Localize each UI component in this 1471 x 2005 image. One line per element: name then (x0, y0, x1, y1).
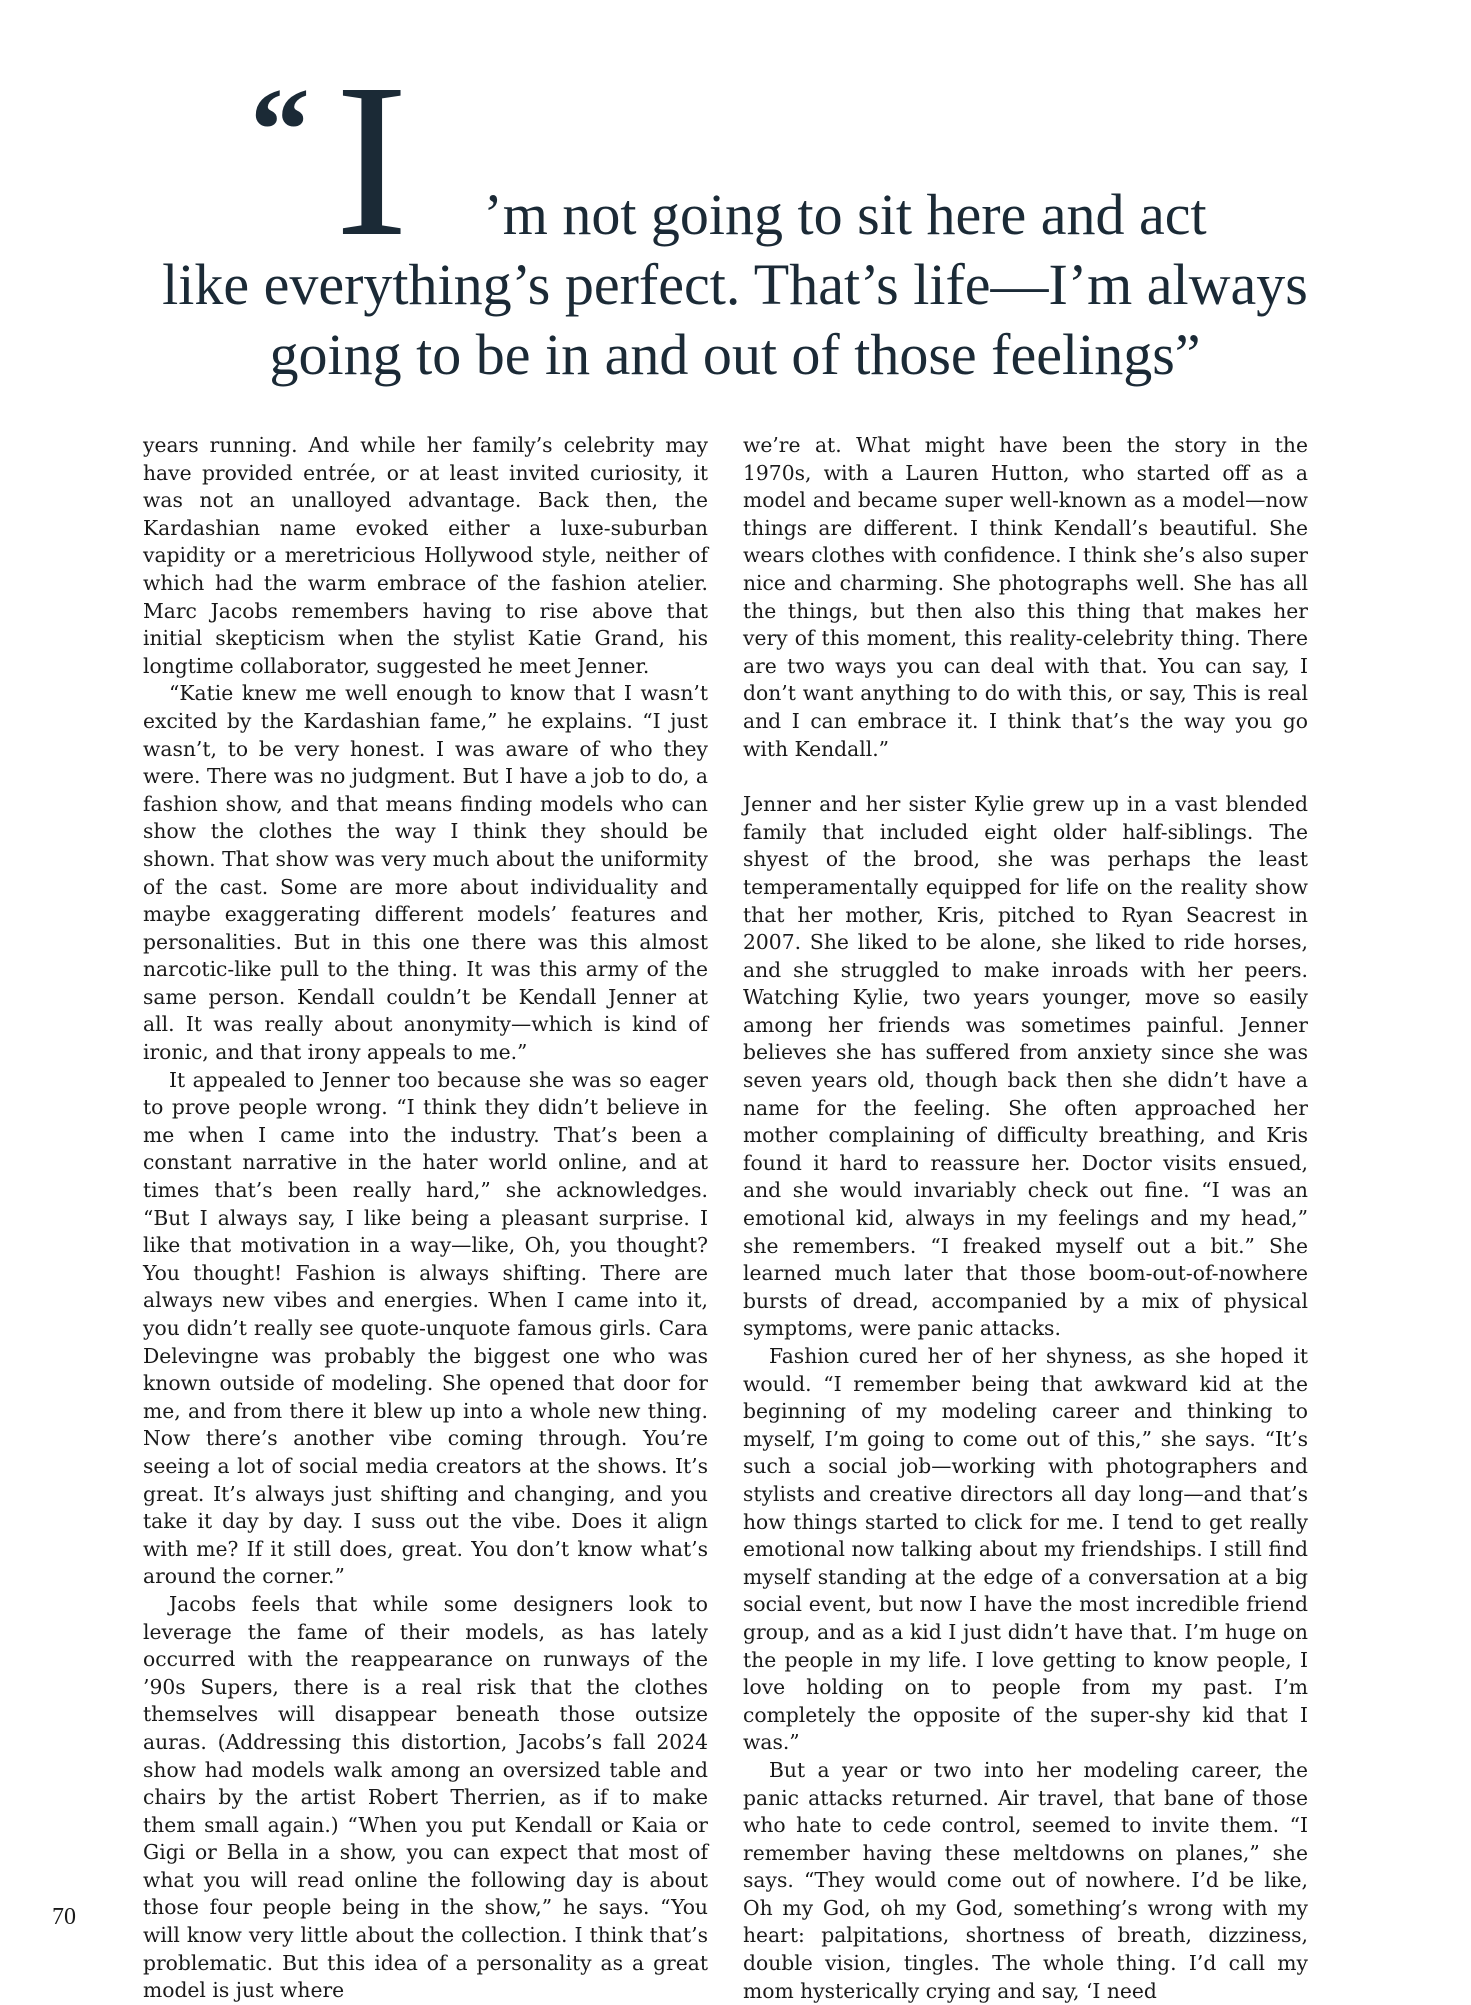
paragraph: years running. And while her family’s celebrity may have provided entrée, or at least invited curiosity, it was not an unalloyed advantage. Back then, the Kardashian name evoked either a luxe-suburban vapidity or a meretricious Hollywood style, neither of which had the warm embrace of the fashion atelier. Marc Jacobs remembers having to rise above that initial skepticism when the stylist Katie Grand, his longtime collaborator, suggested he meet Jenner. (143, 433, 708, 678)
page-number: 70 (52, 1904, 76, 1930)
pull-quote-open-mark: “ (250, 63, 310, 196)
paragraph: But a year or two into her modeling career, the panic attacks returned. Air travel, that bane of those who hate to cede control, seemed to invite them. “I remember having these meltdowns on planes,” she says. “They would come out of nowhere. I’d be like, Oh my God, oh my God, something’s wrong with my heart: palpitations, shortness of breath, dizziness, double vision, tingles. The whole thing. I’d call my mom hysterically crying and say, ‘I need (743, 1757, 1308, 2003)
pull-quote-line-1: ’m not going to sit here and act (483, 182, 1207, 247)
pull-quote-first-line (150, 38, 1320, 282)
paragraph: Fashion cured her of her shyness, as she hoped it would. “I remember being that awkward kid at the beginning of my modeling career and thinking to myself, I’m going to come out of this,” she says. “It’s such a social job—working with photographers and stylists and creative directors all day long—and that’s how things started to click for me. I tend to get really emotional now talking about my friendships. I still find myself standing at the edge of a conversation at a big social event, but now I have the most incredible friend group, and as a kid I just didn’t have that. I’m huge on the people in my life. I love getting to know people, I love holding on to people from my past. I’m completely the opposite of the super-shy kid that I was.” (743, 1344, 1308, 1755)
paragraph: we’re at. What might have been the story in the 1970s, with a Lauren Hutton, who started off as a model and became super well-known as a model—now things are different. I think Kendall’s beautiful. She wears clothes with confidence. I think she’s also super nice and charming. She photographs well. She has all the things, but then also this thing that makes her very of this moment, this reality-celebrity thing. There are two ways you can deal with that. You can say, I don’t want anything to do with this, or say, This is real and I can embrace it. I think that’s the way you go with Kendall.” (743, 433, 1308, 761)
paragraph: Jacobs feels that while some designers look to leverage the fame of their models, as has lately occurred with the reappearance on runways of the ’90s Supers, there is a real risk that the clothes themselves will disappear beneath those outsize auras. (Addressing this distortion, Jacobs’s fall 2024 show had models walk among an oversized table and chairs by the artist Robert Therrien, as if to make them small again.) “When you put Kendall or Kaia or Gigi or Bella in a show, you can expect that most of what you will read online the following day is about those four people being in the show,” he says. “You will know very little about the collection. I think that’s problematic. But this idea of a personality as a great model is just where (143, 1591, 708, 2003)
paragraph: “Katie knew me well enough to know that I wasn’t excited by the Kardashian fame,” he explains. “I just wasn’t, to be very honest. I was aware of who they were. There was no judgment. But I have a job to do, a fashion show, and that means finding models who can show the clothes the way I think they should be shown. That show was very much about the uniformity of the cast. Some are more about individuality and maybe exaggerating different models’ features and personalities. But in this one there was this almost narcotic-like pull to the thing. It was this army of the same person. Kendall couldn’t be Kendall Jenner at all. It was really about anonymity—which is kind of ironic, and that irony appeals to me.” (143, 681, 708, 1065)
body-column-right (743, 432, 1308, 2005)
pull-quote-line-3: going to be in and out of those feelings” (269, 322, 1201, 387)
paragraph: Jenner and her sister Kylie grew up in a vast blended family that included eight older half-siblings. The shyest of the brood, she was perhaps the least temperamentally equipped for life on the reality show that her mother, Kris, pitched to Ryan Seacrest in 2007. She liked to be alone, she liked to ride horses, and she struggled to make inroads with her peers. Watching Kylie, two years younger, move so easily among her friends was sometimes painful. Jenner believes she has suffered from anxiety since she was seven years old, though back then she didn’t have a name for the feeling. She often approached her mother complaining of difficulty breathing, and Kris found it hard to reassure her. Doctor visits ensued, and she would invariably check out fine. “I was an emotional kid, always in my feelings and my head,” she remembers. “I freaked myself out a bit.” She learned much later that those boom-out-of-nowhere bursts of dread, accompanied by a mix of physical symptoms, were panic attacks. (743, 792, 1308, 1341)
body-column-left (143, 432, 708, 2005)
pull-quote-line-2: like everything’s perfect. That’s life—I’m always (162, 252, 1308, 317)
pull-quote (150, 38, 1320, 390)
paragraph: It appealed to Jenner too because she was so eager to prove people wrong. “I think they didn’t believe in me when I came into the industry. That’s been a constant narrative in the hater world online, and at times that’s been really hard,” she acknowledges. “But I always say, I like being a pleasant surprise. I like that motivation in a way—like, Oh, you thought? You thought! Fashion is always shifting. There are always new vibes and energies. When I came into it, you didn’t really see quote-unquote famous girls. Cara Delevingne was probably the biggest one who was known outside of modeling. She opened that door for me, and from there it blew up into a whole new thing. Now there’s another vibe coming through. You’re seeing a lot of social media creators at the shows. It’s great. It’s always just shifting and changing, and you take it day by day. I suss out the vibe. Does it align with me? If it still does, great. You don’t know what’s around the corner.” (143, 1067, 708, 1589)
pull-quote-drop-cap: I (335, 38, 409, 282)
